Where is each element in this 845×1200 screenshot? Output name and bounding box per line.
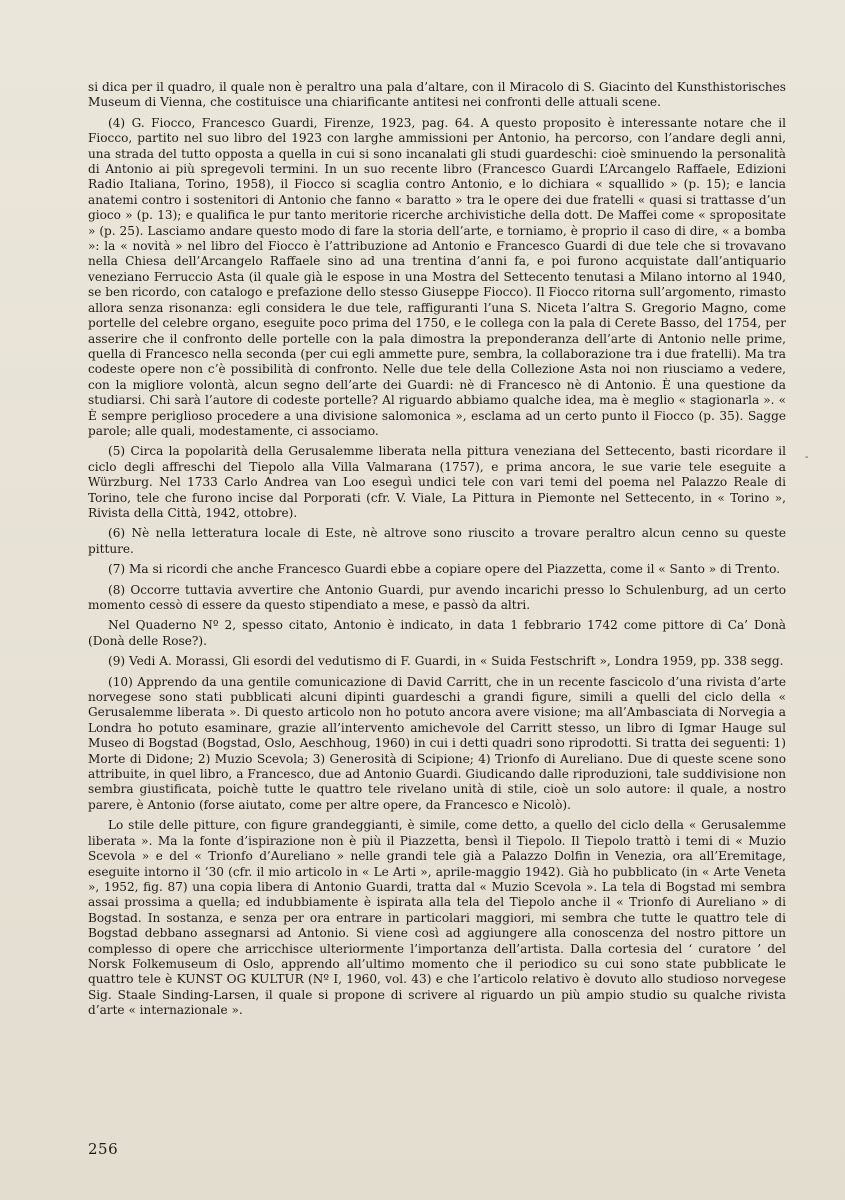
footnote-8-continued [88,618,786,649]
paragraph-text: Nè nella letteratura locale di Este, nè altrove sono riuscito a trovare peraltro alcun cenno su queste pitture. [88,526,786,556]
footnote-number: (7) [108,562,126,577]
paragraph-text: G. Fiocco, Francesco Guardi, Firenze, 1923, pag. 64. A questo proposito è interessante notare che il Fiocco, partito nel suo libro del 1923 con larghe ammissioni per Antonio, ha percorso, con l’andare degli anni, una strada del tutto opposta a quella in cui si sono incanalati gli studi guardeschi: cioè sminuendo la personalità di Antonio ai più spregevoli termini. In un suo recente libro (Francesco Guardi L’Arcangelo Raffaele, Edizioni Radio Italiana, Torino, 1958), il Fiocco si scaglia contro Antonio, e lo dichiara « squallido » (p. 15); e lancia anatemi contro i sostenitori di Antonio che fanno « baratto » tra le opere dei due fratelli « quasi si trattasse d’un gioco » (p. 13); e qualifica le pur tanto meritorie ricerche archivistiche della dott. De Maffei come « spropositate » (p. 25). Lasciamo andare questo modo di fare la storia dell’arte, e torniamo, è proprio il caso di dire, « a bomba »: la « novità » nel libro del Fiocco è l’attribuzione ad Antonio e Francesco Guardi di due tele che si trovavano nella Chiesa dell’Arcangelo Raffaele sino ad una trentina d’anni fa, e poi furono acquistate dall’antiquario veneziano Ferruccio Asta (il quale già le espose in una Mostra del Settecento tenutasi a Milano intorno al 1940, se ben ricordo, con catalogo e prefazione dello stesso Giuseppe Fiocco). Il Fiocco ritorna sull’argomento, rimasto allora senza risonanza: egli considera le due tele, raffiguranti l’una S. Niceta l’altra S. Gregorio Magno, come portelle del celebre organo, eseguite poco prima del 1750, e le collega con la pala di Cerete Basso, del 1754, per asserire che il confronto delle portelle con la pala dimostra la preponderanza dell’arte di Antonio nelle prime, quella di Francesco nella seconda (per cui egli ammette pure, sembra, la collaborazione tra i due fratelli). Ma tra codeste opere non c’è possibilità di confronto. Nelle due tele della Collezione Asta noi non riusciamo a vedere, con la migliore volontà, alcun segno dell’arte dei Guardi: nè di Francesco nè di Antonio. È una questione da studiarsi. Chi sarà l’autore di codeste portelle? Al riguardo abbiamo qualche idea, ma è meglio « stagionarla ». « È sempre periglioso procedere a una divisione salomonica », esclama ad un certo punto il Fiocco (p. 35). Sagge parole; alle quali, modestamente, ci associamo. [88,115,786,438]
footnote-number: (8) [108,582,126,597]
page-number: 256 [88,1140,119,1158]
footnote-number: (6) [108,526,126,541]
margin-mark: - [805,452,809,463]
footnote-number: (4) [108,115,126,130]
footnotes-body [88,80,786,1024]
footnote-number: (5) [108,444,126,459]
footnote-number: (10) [108,674,133,689]
footnote-10-continued [88,818,786,1018]
paragraph-text: Apprendo da una gentile comunicazione di David Carritt, che in un recente fascicolo d’una rivista d’arte norvegese sono stati pubblicati alcuni dipinti guardeschi a grandi figure, simili a quelli del ciclo della « Gerusalemme liberata ». Di questo articolo non ho potuto ancora avere visione; ma all’Ambasciata di Norvegia a Londra ho potuto esaminare, grazie all’intervento amichevole del Carritt stesso, un libro di Igmar Hauge sul Museo di Bogstad (Bogstad, Oslo, Aeschhoug, 1960) in cui i detti quadri sono riprodotti. Si tratta dei seguenti: 1) Morte di Didone; 2) Muzio Scevola; 3) Generosità di Scipione; 4) Trionfo di Aureliano. Due di queste scene sono attribuite, in quel libro, a Francesco, due ad Antonio Guardi. Giudicando dalle riproduzioni, tale suddivisione non sembra giustificata, poichè tutte le quattro tele rivelano unità di stile, cioè un solo autore: il quale, a nostro parere, è Antonio (forse aiutato, come per altre opere, da Francesco e Nicolò). [88,674,786,812]
footnote-7 [88,562,786,577]
paragraph-text: Nel Quaderno Nº 2, spesso citato, Antonio è indicato, in data 1 febbrario 1742 come pittore di Ca’ Donà (Donà delle Rose?). [88,618,786,648]
footnote-4 [88,116,786,440]
paragraph-text: Vedi A. Morassi, Gli esordi del vedutismo di F. Guardi, in « Suida Festschrift », Londra 1959, pp. 338 segg. [129,654,784,669]
paragraph-text: si dica per il quadro, il quale non è peraltro una pala d’altare, con il Miracolo di S. Giacinto del Kunsthistorisches Museum di Vienna, che costituisce una chiarificante antitesi nei confronti delle attuali scene. [88,80,786,110]
paragraph-text: Occorre tuttavia avvertire che Antonio Guardi, pur avendo incarichi presso lo Schulenburg, ad un certo momento cessò di essere da questo stipendiato a mese, e passò da altri. [88,582,786,612]
paragraph-text: Ma si ricordi che anche Francesco Guardi ebbe a copiare opere del Piazzetta, come il « Santo » di Trento. [129,562,781,577]
footnote-5 [88,444,786,521]
footnote-10 [88,675,786,814]
paragraph-text: Circa la popolarità della Gerusalemme liberata nella pittura veneziana del Settecento, basti ricordare il ciclo degli affreschi del Tiepolo alla Villa Valmarana (1757), e prima ancora, le sue varie tele eseguite a Würzburg. Nel 1733 Carlo Andrea van Loo eseguì undici tele con vari temi del poema nel Palazzo Reale di Torino, tele che furono incise dal Porporati (cfr. V. Viale, La Pittura in Piemonte nel Settecento, in « Torino », Rivista della Città, 1942, ottobre). [88,444,786,520]
footnote-9 [88,654,786,669]
footnote-6 [88,526,786,557]
paragraph-text: Lo stile delle pitture, con figure grandeggianti, è simile, come detto, a quello del ciclo della « Gerusalemme liberata ». Ma la fonte d’ispirazione non è più il Piazzetta, bensì il Tiepolo. Il Tiepolo trattò i temi di « Muzio Scevola » e del « Trionfo d’Aureliano » nelle grandi tele già a Palazzo Dolfin in Venezia, ora all’Eremitage, eseguite intorno il ’30 (cfr. il mio articolo in « Le Arti », aprile-maggio 1942). Già ho pubblicato (in « Arte Veneta », 1952, fig. 87) una copia libera di Antonio Guardi, tratta dal « Muzio Scevola ». La tela di Bogstad mi sembra assai prossima a quella; ed indubbiamente è ispirata alla tela del Tiepolo anche il « Trionfo di Aureliano » di Bogstad. In sostanza, e senza per ora entrare in particolari maggiori, mi sembra che tutte le quattro tele di Bogstad debbano assegnarsi ad Antonio. Si viene così ad aggiungere alla conoscenza del nostro pittore un complesso di opere che arricchisce ulteriormente l’importanza dell’artista. Dalla cortesia del ‘ curatore ’ del Norsk Folkemuseum di Oslo, apprendo all’ultimo momento che il periodico su cui sono state pubblicate le quattro tele è KUNST OG KULTUR (Nº I, 1960, vol. 43) e che l’articolo relativo è dovuto allo studioso norvegese Sig. Staale Sinding-Larsen, il quale si propone di scrivere al riguardo un più ampio studio su qualche rivista d’arte « internazionale ». [88,818,786,1018]
footnote-number: (9) [108,654,126,669]
paragraph-continuation [88,80,786,111]
footnote-8 [88,583,786,614]
